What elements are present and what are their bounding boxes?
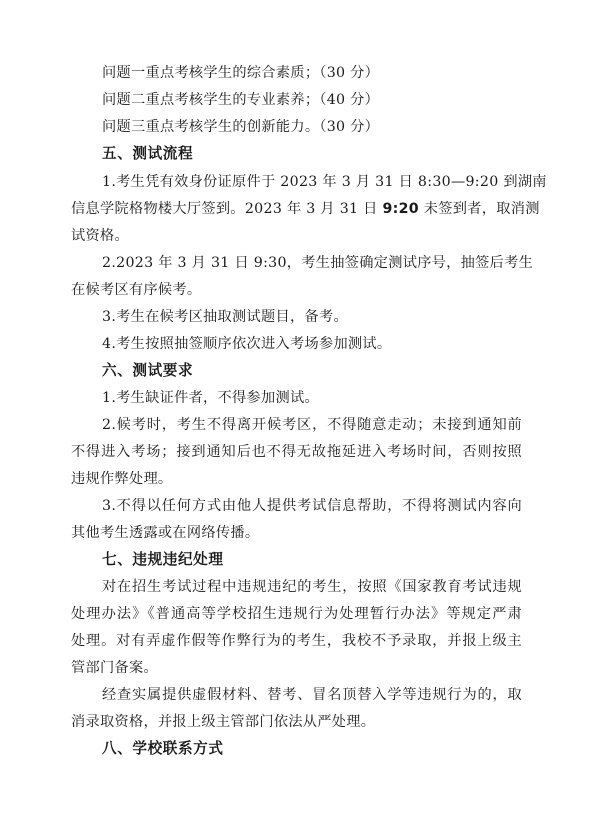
violation-para-2-line-2: 消录取资格，并报上级主管部门依法从严处理。 xyxy=(71,714,376,730)
violation-para-1-line-4: 管部门备案。 xyxy=(71,660,158,676)
process-item-1-line-2 xyxy=(71,199,540,219)
requirement-item-3-line-1: 3.不得以任何方式由他人提供考试信息帮助，不得将测试内容向 xyxy=(102,498,522,514)
requirement-item-2-line-3: 违规作弊处理。 xyxy=(71,471,173,487)
process-item-1-line-2-tail: 未签到者，取消测 xyxy=(418,201,540,217)
section-heading-test-requirements: 六、测试要求 xyxy=(102,362,194,379)
question-three-weight: 问题三重点考核学生的创新能力。（30 分） xyxy=(102,119,380,135)
section-heading-violation-handling: 七、违规违纪处理 xyxy=(102,551,224,568)
process-item-2-line-2: 在候考区有序候考。 xyxy=(71,282,202,298)
violation-para-1-line-3: 处理。对有弄虚作假等作弊行为的考生，我校不予录取，并报上级主 xyxy=(71,633,522,649)
requirement-item-2-line-2: 不得进入考场；接到通知后也不得无故拖延进入考场时间，否则按照 xyxy=(71,444,522,460)
requirement-item-1: 1.考生缺证件者，不得参加测试。 xyxy=(102,390,319,406)
requirement-item-2-line-1: 2.候考时，考生不得离开候考区，不得随意走动；未接到通知前 xyxy=(102,417,522,433)
process-item-3: 3.考生在候考区抽取测试题目，备考。 xyxy=(102,309,348,325)
violation-para-2-line-1: 经查实属提供虚假材料、替考、冒名顶替入学等违规行为的，取 xyxy=(102,687,522,703)
process-item-4: 4.考生按照抽签顺序依次进入考场参加测试。 xyxy=(102,336,392,352)
violation-para-1-line-2: 处理办法》《普通高等学校招生违规行为处理暂行办法》等规定严肃 xyxy=(71,606,522,622)
process-item-2-line-1: 2.2023 年 3 月 31 日 9:30，考生抽签确定测试序号，抽签后考生 xyxy=(102,255,534,271)
requirement-item-3-line-2: 其他考生透露或在网络传播。 xyxy=(71,525,260,541)
section-heading-school-contact: 八、学校联系方式 xyxy=(102,740,224,757)
question-one-weight: 问题一重点考核学生的综合素质；（30 分） xyxy=(102,65,380,81)
question-two-weight: 问题二重点考核学生的专业素养；（40 分） xyxy=(102,92,380,108)
process-item-1-line-2-text: 信息学院格物楼大厅签到。2023 年 3 月 31 日 xyxy=(71,201,383,217)
process-item-1-line-1: 1.考生凭有效身份证原件于 2023 年 3 月 31 日 8:30—9:20 到湖南 xyxy=(102,174,547,190)
section-heading-test-process: 五、测试流程 xyxy=(102,145,194,162)
violation-para-1-line-1: 对在招生考试过程中违规违纪的考生，按照《国家教育考试违规 xyxy=(102,579,522,595)
process-item-1-line-3: 试资格。 xyxy=(71,228,129,244)
signin-deadline-time: 9:20 xyxy=(382,201,419,217)
